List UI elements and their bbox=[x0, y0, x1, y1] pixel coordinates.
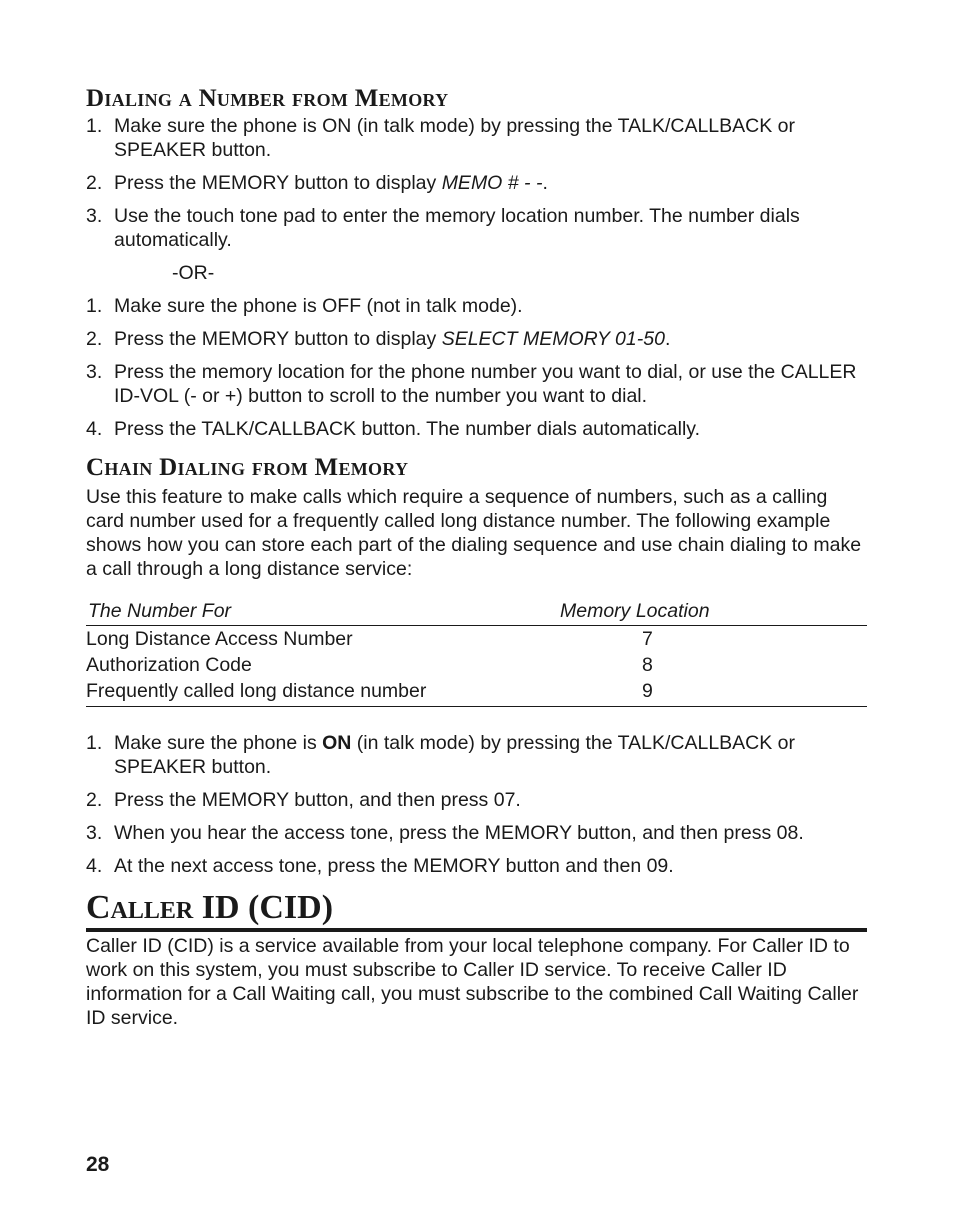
section-heading-caller-id: Caller ID (CID) bbox=[86, 888, 867, 932]
table-row bbox=[86, 652, 867, 678]
table-cell: 7 bbox=[642, 628, 653, 650]
table-cell: 8 bbox=[642, 654, 653, 676]
step-item: 2. Press the MEMORY button to display MEMO # - -. bbox=[86, 172, 548, 194]
table-row bbox=[86, 626, 867, 653]
or-separator: -OR- bbox=[172, 262, 215, 284]
step-item: 2. Press the MEMORY button, and then press 07. bbox=[86, 789, 521, 811]
step-item: 4. Press the TALK/CALLBACK button. The number dials automatically. bbox=[86, 418, 701, 440]
step-item: 3. Press the memory location for the phone number you want to dial, or use the CALLER ID-VOL (- or +) button to scroll to the number you want to dial. bbox=[86, 361, 857, 407]
step-item: 4. At the next access tone, press the MEMORY button and then 09. bbox=[86, 855, 674, 877]
display-text: SELECT MEMORY 01-50 bbox=[441, 328, 665, 350]
steps-list-chain bbox=[86, 731, 867, 878]
step-item: 3. When you hear the access tone, press the MEMORY button, and then press 08. bbox=[86, 822, 804, 844]
step-item: 1. Make sure the phone is OFF (not in talk mode). bbox=[86, 295, 523, 317]
section-heading-dialing-memory: Dialing a Number from Memory bbox=[86, 85, 449, 112]
step-item: 2. Press the MEMORY button to display SELECT MEMORY 01-50. bbox=[86, 328, 671, 350]
memory-location-table bbox=[86, 599, 867, 707]
chain-dialing-intro: Use this feature to make calls which require a sequence of numbers, such as a calling card number used for a frequently called long distance number. The following example shows how you can store each part of the dialing sequence and use chain dialing to make a call through a long distance service: bbox=[86, 486, 862, 580]
table-header-row bbox=[86, 599, 867, 626]
table-cell: Long Distance Access Number bbox=[86, 628, 353, 650]
table-header: The Number For bbox=[86, 599, 560, 626]
steps-list-off bbox=[86, 294, 867, 441]
table-cell: Frequently called long distance number bbox=[86, 678, 560, 707]
display-text: MEMO # - - bbox=[441, 172, 543, 194]
manual-page bbox=[86, 84, 867, 1030]
steps-list-on bbox=[86, 114, 867, 252]
step-item: 3. Use the touch tone pad to enter the memory location number. The number dials automatically. bbox=[86, 205, 800, 251]
section-heading-chain-dialing: Chain Dialing from Memory bbox=[86, 454, 409, 481]
step-item: 1. Make sure the phone is ON (in talk mode) by pressing the TALK/CALLBACK or SPEAKER button. bbox=[86, 732, 796, 778]
page-number: 28 bbox=[86, 1153, 110, 1176]
caller-id-description: Caller ID (CID) is a service available from your local telephone company. For Caller ID to work on this system, you must subscribe to Caller ID service. To receive Caller ID information for a Call Waiting call, you must subscribe to the combined Call Waiting Caller ID service. bbox=[86, 935, 859, 1029]
step-item: 1. Make sure the phone is ON (in talk mode) by pressing the TALK/CALLBACK or SPEAKER button. bbox=[86, 115, 796, 161]
table-cell: Authorization Code bbox=[86, 654, 252, 676]
emphasis-on: ON bbox=[322, 732, 352, 754]
table-header: Memory Location bbox=[560, 599, 867, 626]
table-row bbox=[86, 678, 867, 707]
table-cell: 9 bbox=[560, 678, 867, 707]
